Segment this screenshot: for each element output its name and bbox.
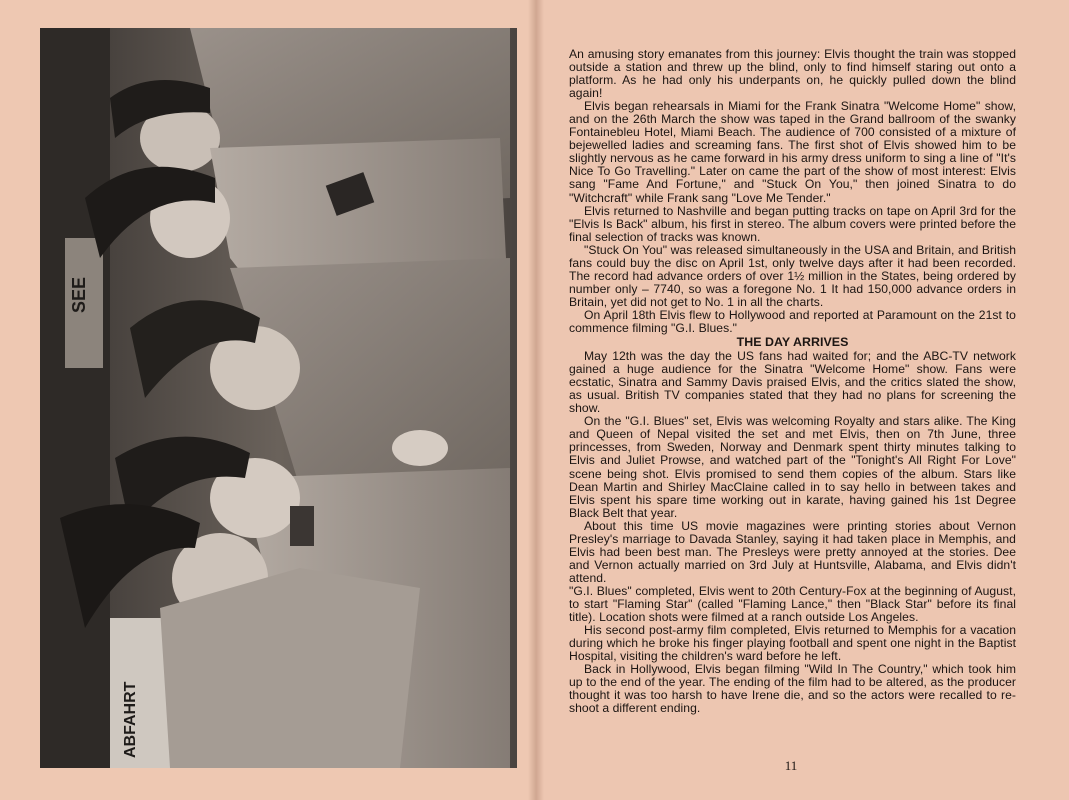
paragraph: About this time US movie magazines were printing stories about Vernon Presley's marriage to Davada Stanley, saying it had taken place in Memphis, and Elvis had been best man. The Presleys were pretty annoyed at the stories. Dee and Vernon actually married on 3rd July at Huntsville, Alabama, and Elvis didn't attend. — [569, 518, 1016, 585]
paragraph: May 12th was the day the US fans had waited for; and the ABC-TV network gained a huge audience for the Sinatra "Welcome Home" show. Fans were ecstatic, Sinatra and Sammy Davis praised Elvis, and the critics slated the show, as usual. British TV companies stated that they had no plans for screening the show. — [569, 349, 1016, 416]
paragraph: Elvis returned to Nashville and began putting tracks on tape on April 3rd for the "Elvis Is Back" album, his first in stereo. The album covers were printed before the final selection of tracks was known. — [569, 203, 1016, 244]
sign-text-see: SEE — [69, 276, 89, 313]
paragraph: His second post-army film completed, Elvis returned to Memphis for a vacation during which he broke his finger playing football and spent one night in the Baptist Hospital, visiting the children's ward before he left. — [569, 623, 1016, 664]
soldiers-photo — [40, 28, 517, 768]
section-heading: THE DAY ARRIVES — [736, 335, 849, 350]
photo-illustration — [40, 28, 517, 768]
book-gutter — [528, 0, 544, 800]
paragraph: On the "G.I. Blues" set, Elvis was welcoming Royalty and stars alike. The King and Queen of Nepal visited the set and met Elvis, then on 7th June, three princesses, from Sweden, Norway and Denmark spent thirty minutes talking to Elvis and Juliet Prowse, and watched part of the "Tonight's All Right For Love" scene being shot. Elvis promised to send them copies of the album. Stars like Dean Martin and Shirley MacClaine called in to say hello in between takes and Elvis spent his spare time working out in karate, having gained his 1st Degree Black Belt that year. — [569, 414, 1016, 520]
paragraph: "G.I. Blues" completed, Elvis went to 20th Century-Fox at the beginning of August, to start "Flaming Star" (called "Flaming Lance," then "Black Star" before its final title). Location shots were filmed at a ranch outside Los Angeles. — [569, 583, 1016, 625]
paragraph: On April 18th Elvis flew to Hollywood and reported at Paramount on the 21st to commence filming "G.I. Blues." — [569, 307, 1016, 335]
paragraph: Back in Hollywood, Elvis began filming "Wild In The Country," which took him up to the end of the year. The ending of the film had to be altered, as the producer thought it was too harsh to have Irene die, and so the actors were recalled to re-shoot a different ending. — [569, 662, 1016, 716]
page-number: 11 — [784, 758, 798, 773]
paragraph: Elvis began rehearsals in Miami for the Frank Sinatra "Welcome Home" show, and on the 26th March the show was taped in the Grand ballroom of the swanky Fontainebleu Hotel, Miami Beach. The audience of 700 consisted of a mixture of bejewelled ladies and screaming fans. The first shot of Elvis showed him to be slightly nervous as he came forward in his army dress uniform to sing a line of "It's Nice To Go Travelling." Later on came the part of the show of most interest: Elvis sang "Fame And Fortune," and "Stuck On You," then joined Sinatra to do "Witchcraft" while Frank sang "Love Me Tender." — [569, 99, 1016, 205]
sign-text-abfahrt: ABFAHRT — [122, 681, 139, 758]
paragraph: An amusing story emanates from this journey: Elvis thought the train was stopped outside a station and threw up the blind, only to find himself staring out onto a platform. As he had only his underpants on, he quickly pulled down the blind again! — [569, 47, 1016, 101]
article-text — [569, 48, 1016, 715]
paragraph: "Stuck On You" was released simultaneously in the USA and Britain, and British fans could buy the disc on April 1st, only twelve days after it had been recorded. The record had advance orders of over 1½ million in the States, being ordered by number only – 7740, so was a foregone No. 1 It had 150,000 advance orders in Britain, yet did not get to No. 1 in all the charts. — [569, 242, 1016, 309]
